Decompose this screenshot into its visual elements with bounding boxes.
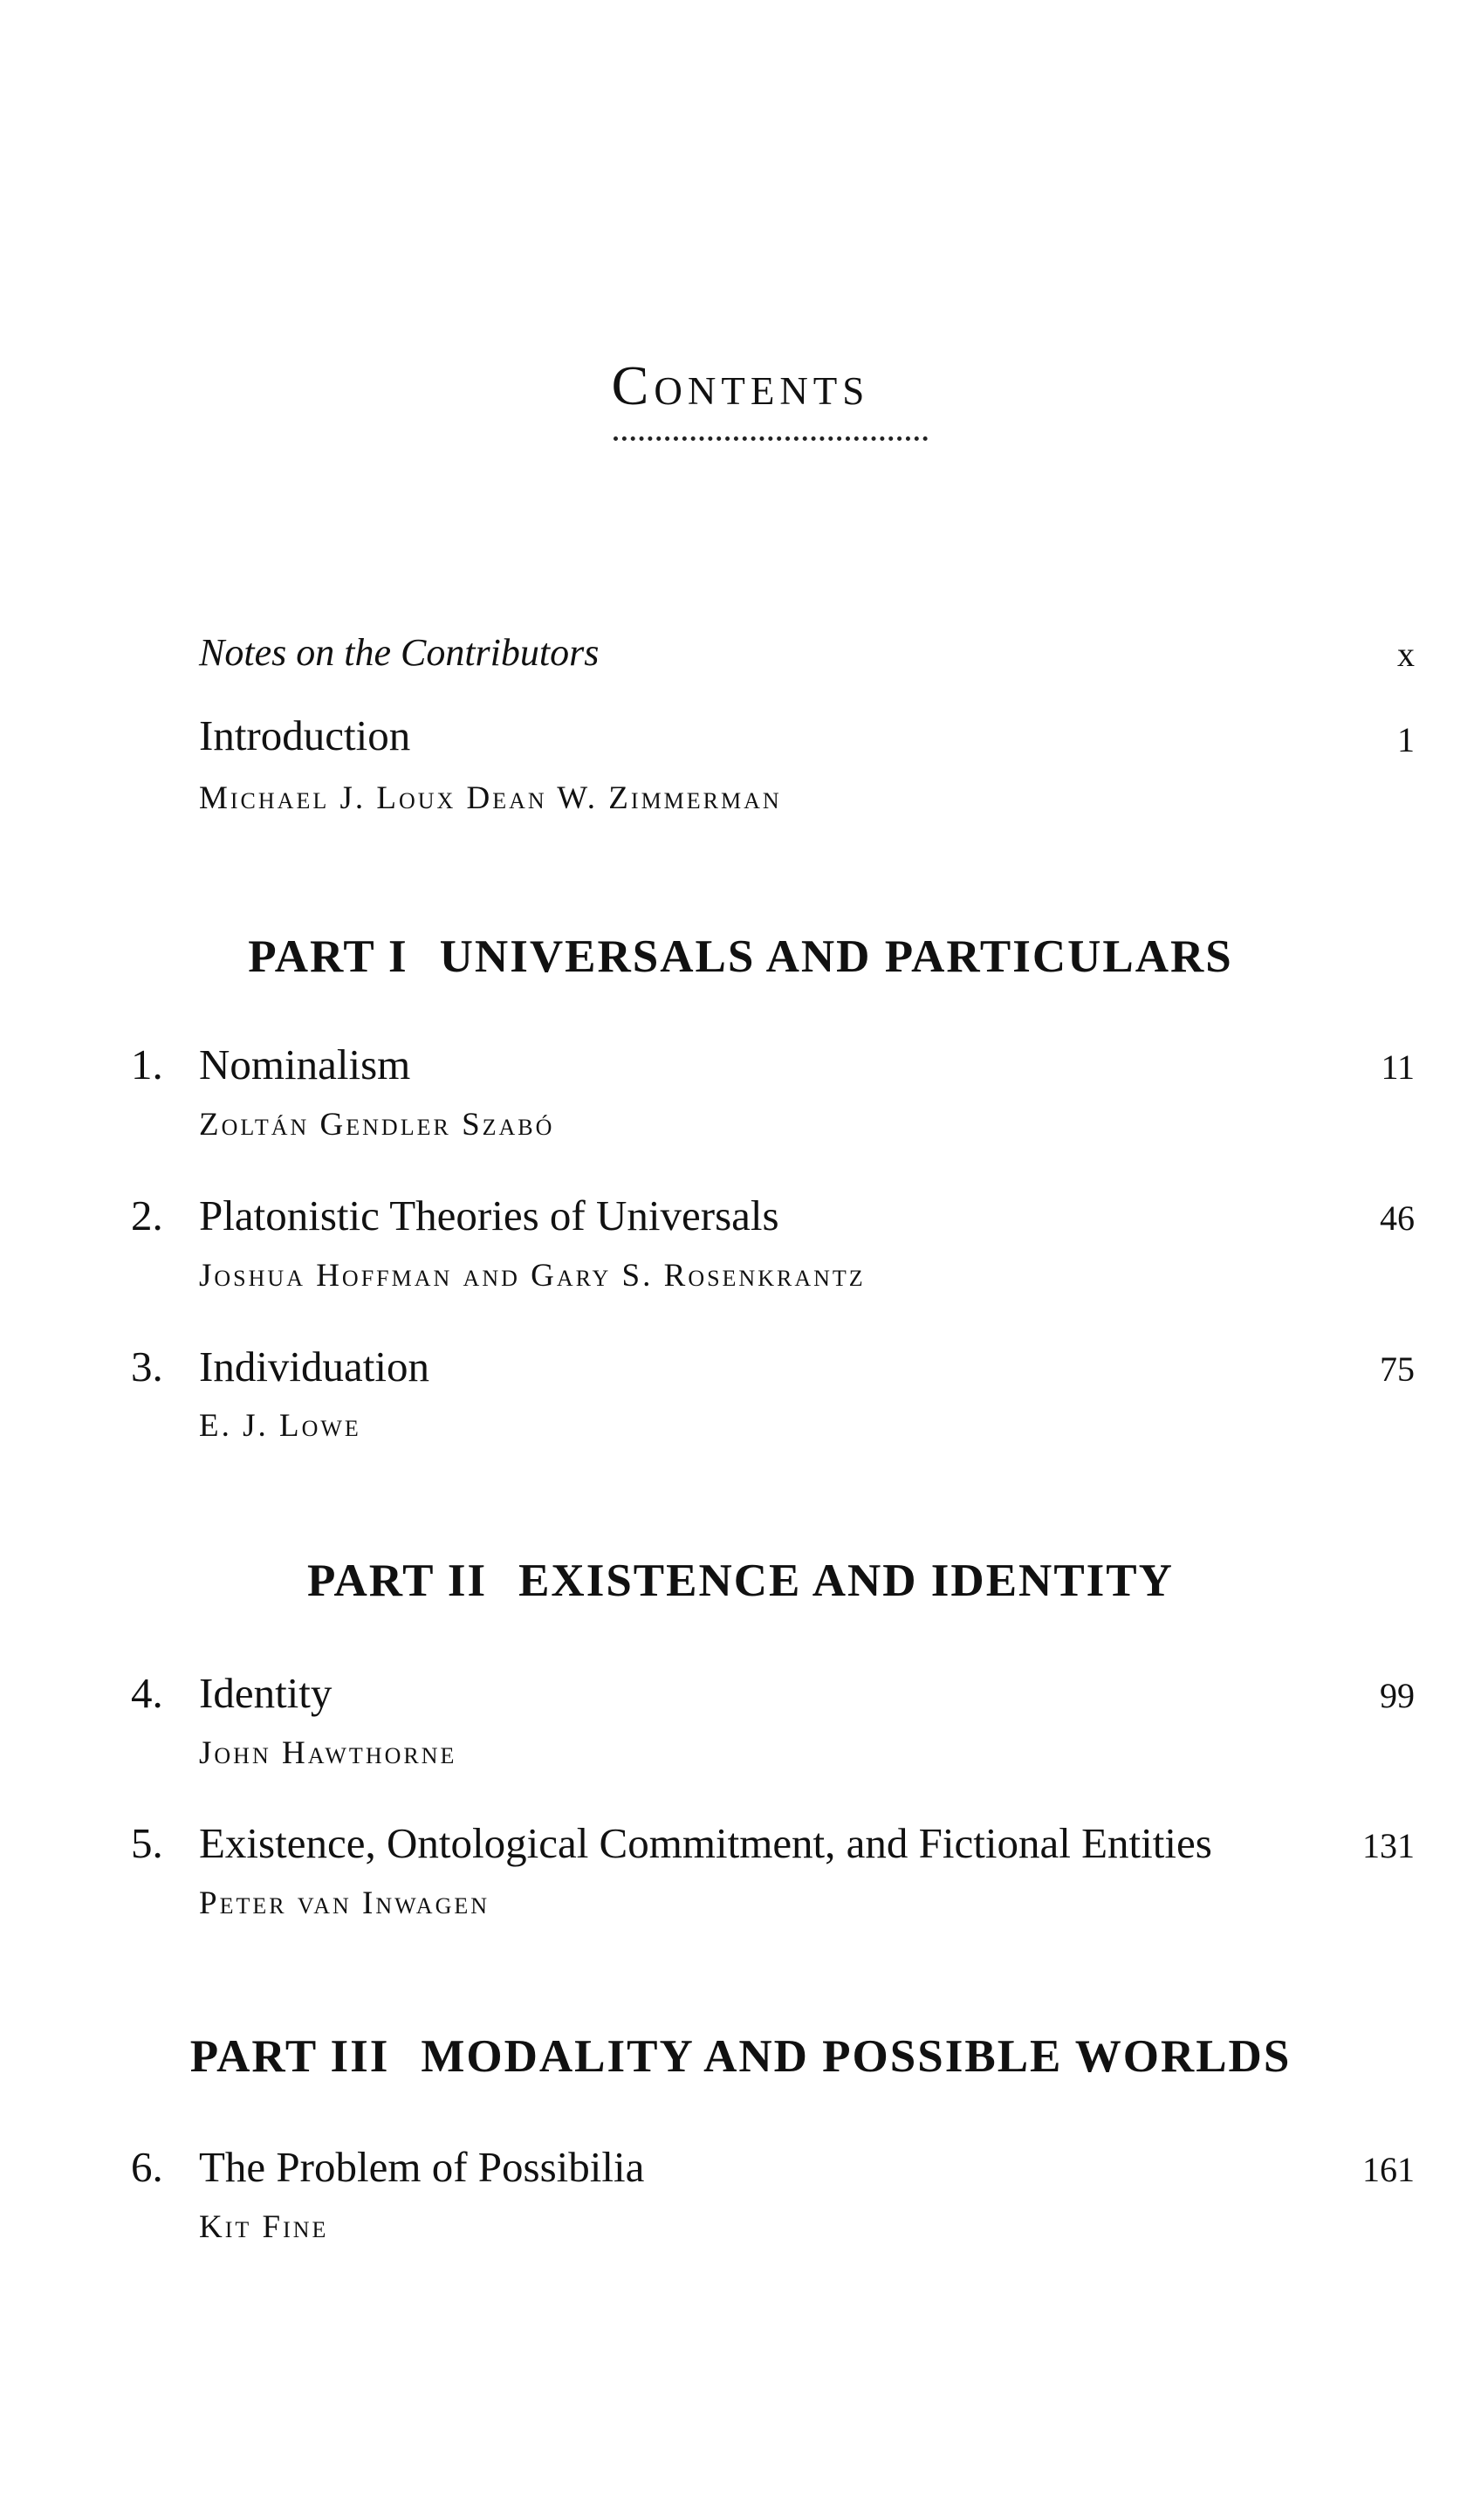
chapter-author: John Hawthorne bbox=[199, 1735, 457, 1771]
chapter-title[interactable]: Identity bbox=[199, 1669, 333, 1717]
part-heading-3 bbox=[0, 2031, 1481, 2082]
chapter-page: 75 bbox=[1380, 1349, 1415, 1389]
chapter-title[interactable]: Platonistic Theories of Universals bbox=[199, 1191, 779, 1239]
introduction-title[interactable]: Introduction bbox=[199, 711, 411, 759]
chapter-page: 99 bbox=[1380, 1676, 1415, 1715]
part-label: PART II bbox=[307, 1555, 488, 1606]
part-label: PART III bbox=[189, 2031, 390, 2082]
chapter-page: 131 bbox=[1362, 1826, 1415, 1865]
part-heading-2 bbox=[0, 1555, 1481, 1606]
chapter-author: Kit Fine bbox=[199, 2209, 329, 2245]
chapter-author: Peter van Inwagen bbox=[199, 1885, 490, 1921]
chapter-title[interactable]: The Problem of Possibilia bbox=[199, 2143, 645, 2191]
chapter-page: 11 bbox=[1381, 1047, 1415, 1087]
chapter-page: 46 bbox=[1380, 1198, 1415, 1238]
introduction-authors: Michael J. Loux Dean W. Zimmerman bbox=[199, 780, 782, 816]
chapter-number: 2. bbox=[131, 1191, 163, 1239]
part-heading-1 bbox=[0, 931, 1481, 982]
part-label: PART I bbox=[248, 931, 408, 982]
title-dotted-rule bbox=[614, 436, 928, 441]
chapter-author: E. J. Lowe bbox=[199, 1408, 361, 1444]
chapter-number: 6. bbox=[131, 2143, 163, 2191]
contributors-notes-title[interactable]: Notes on the Contributors bbox=[199, 631, 600, 674]
part-title: MODALITY AND POSSIBLE WORLDS bbox=[421, 2031, 1292, 2082]
contributors-notes-page: x bbox=[1397, 635, 1415, 674]
chapter-author: Joshua Hoffman and Gary S. Rosenkrantz bbox=[199, 1258, 866, 1294]
part-title: UNIVERSALS AND PARTICULARS bbox=[439, 931, 1233, 982]
part-title: EXISTENCE AND IDENTITY bbox=[518, 1555, 1174, 1606]
chapter-number: 3. bbox=[131, 1342, 163, 1390]
chapter-title[interactable]: Nominalism bbox=[199, 1040, 411, 1088]
chapter-title[interactable]: Individuation bbox=[199, 1342, 430, 1390]
chapter-number: 1. bbox=[131, 1040, 163, 1088]
chapter-number: 4. bbox=[131, 1669, 163, 1717]
page-title: Contents bbox=[611, 354, 870, 416]
chapter-author: Zoltán Gendler Szabó bbox=[199, 1107, 555, 1143]
chapter-title[interactable]: Existence, Ontological Commitment, and Fictional Entities bbox=[199, 1819, 1212, 1867]
introduction-page: 1 bbox=[1397, 720, 1415, 759]
chapter-page: 161 bbox=[1362, 2150, 1415, 2189]
chapter-number: 5. bbox=[131, 1819, 163, 1867]
